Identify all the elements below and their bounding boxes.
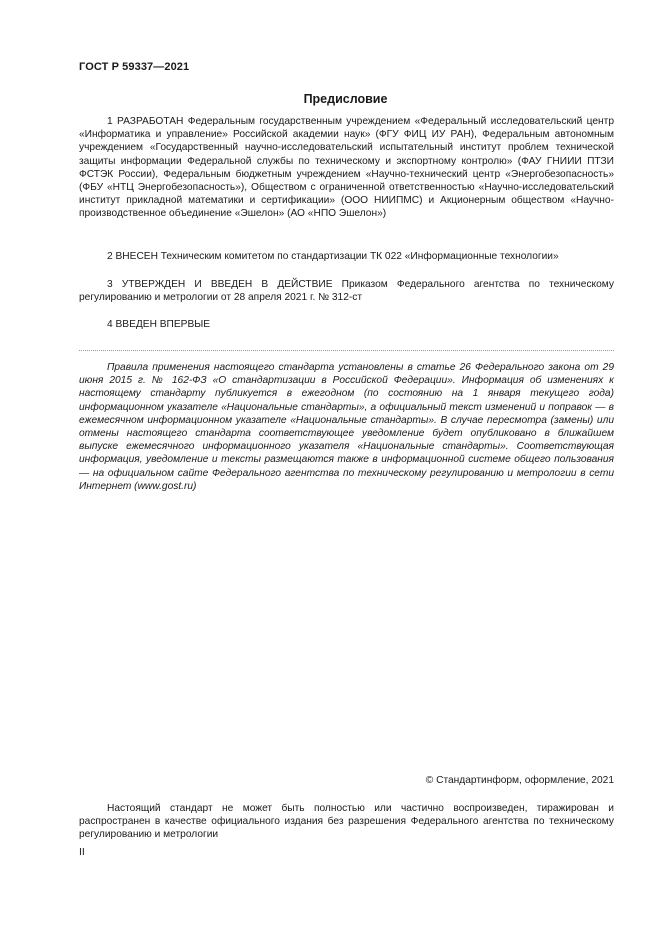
foreword-item-submitted: 2 ВНЕСЕН Техническим комитетом по стандартизации ТК 022 «Информационные технологии» xyxy=(107,251,559,262)
page-title: Предисловие xyxy=(303,92,388,106)
application-rules-notice: Правила применения настоящего стандарта установлены в статье 26 Федерального закона от 29 июня 2015 г. № 162-ФЗ «О стандартизации в Российской Федерации». Информация об изменениях к настоящему стандарту публикуется в ежегодном (по состоянию на 1 января текущего года) информационном указателе «Национальные стандарты», а официальный текст изменений и поправок — в ежемесячном информационном указателе «Национальные стандарты». В случае пересмотра (замены) или отмены настоящего стандарта соответствующее уведомление будет опубликовано в ближайшем выпуске ежемесячного информационного указателя «Национальные стандарты». Соответствующая информация, уведомление и тексты размещаются также в информационной системе общего пользования — на официальном сайте Федерального агентства по техническому регулированию и метрологии в сети Интернет (www.gost.ru) xyxy=(79,362,614,492)
foreword-item-first-introduced: 4 ВВЕДЕН ВПЕРВЫЕ xyxy=(107,319,211,330)
document-code: ГОСТ Р 59337—2021 xyxy=(79,61,190,73)
reproduction-notice: Настоящий стандарт не может быть полностью или частично воспроизведен, тиражирован и распространен в качестве официального издания без разрешения Федерального агентства по техническому регулированию и метрологии xyxy=(79,803,614,841)
page-number: II xyxy=(79,846,85,858)
foreword-item-developed: 1 РАЗРАБОТАН Федеральным государственным учреждением «Федеральный исследовательский центр «Информатика и управление» Российской академии наук» (ФГУ ФИЦ ИУ РАН), Федеральным автономным учреждением «Государственный научно-исследовательский испытательный институт проблем технической защиты информации Федеральной службы по техническому и экспортному контролю» (ФАУ ГНИИИ ПТЗИ ФСТЭК России), Федеральным бюджетным учреждением «Научно-технический центр «Энергобезопасность» (ФБУ «НТЦ Энергобезопасность»), Обществом с ограниченной ответственностью «Научно-исследовательский институт прикладной математики и сертификации» (ООО НИИПМС) и Акционерным обществом «Научно-производственное объединение «Эшелон» (АО «НПО Эшелон») xyxy=(79,116,614,220)
copyright-line: © Стандартинформ, оформление, 2021 xyxy=(425,775,614,786)
foreword-item-approved: 3 УТВЕРЖДЕН И ВВЕДЕН В ДЕЙСТВИЕ Приказом Федерального агентства по техническому регулированию и метрологии от 28 апреля 2021 г. № 312-ст xyxy=(79,279,614,304)
section-divider xyxy=(79,350,614,351)
